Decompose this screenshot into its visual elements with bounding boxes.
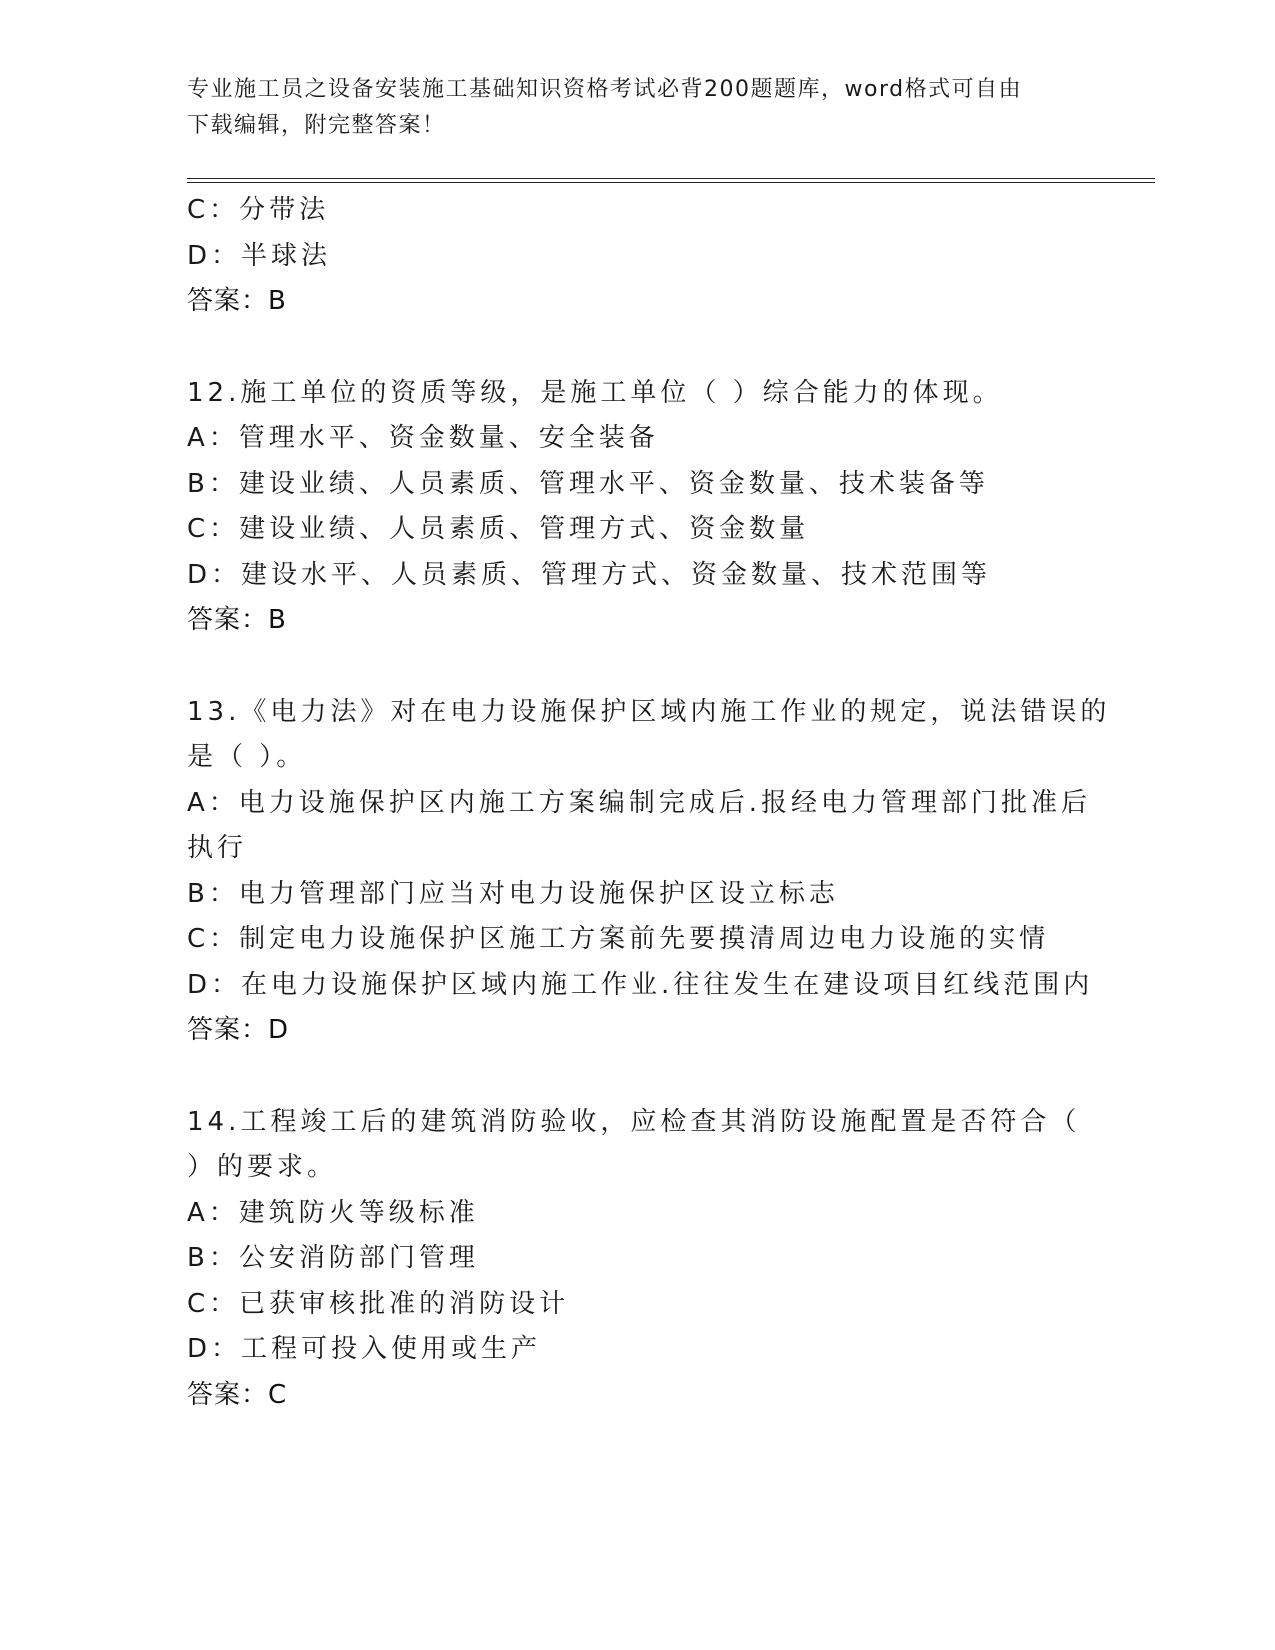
- q12-option-c: C：建设业绩、人员素质、管理方式、资金数量: [187, 514, 810, 544]
- prev-option-c: C：分带法: [187, 195, 330, 225]
- q12-answer: 答案：B: [187, 605, 287, 635]
- q14-stem-line-2: ）的要求。: [187, 1152, 338, 1182]
- q14-option-a: A：建筑防火等级标准: [187, 1197, 479, 1228]
- spacer: [187, 644, 1147, 690]
- header-line-1: 专业施工员之设备安装施工基础知识资格考试必背200题题库，word格式可自由: [187, 77, 1023, 102]
- q13-option-c: C：制定电力设施保护区施工方案前先要摸清周边电力设施的实情: [187, 924, 1050, 954]
- q12-option-d: D：建设水平、人员素质、管理方式、资金数量、技术范围等: [187, 559, 992, 590]
- question-content: [187, 188, 1147, 1418]
- prev-option-d: D：半球法: [187, 240, 332, 271]
- spacer: [187, 1054, 1147, 1100]
- q13-stem-line-2: 是（ ）。: [187, 742, 307, 772]
- q14-option-d: D：工程可投入使用或生产: [187, 1334, 542, 1364]
- q13-stem-line-1: 13.《电力法》对在电力设施保护区域内施工作业的规定，说法错误的: [187, 696, 1111, 727]
- q14-option-b: B：公安消防部门管理: [187, 1243, 479, 1273]
- spacer: [187, 325, 1147, 371]
- q13-option-b: B：电力管理部门应当对电力设施保护区设立标志: [187, 878, 839, 909]
- q13-option-d: D：在电力设施保护区域内施工作业.往往发生在建设项目红线范围内: [187, 969, 1094, 1000]
- q12-option-a: A：管理水平、资金数量、安全装备: [187, 423, 659, 453]
- q13-answer: 答案：D: [187, 1015, 290, 1045]
- document-header: [187, 72, 1087, 144]
- header-divider: [187, 178, 1155, 183]
- q13-option-a-line-2: 执行: [187, 833, 248, 863]
- q14-option-c: C：已获审核批准的消防设计: [187, 1288, 570, 1319]
- q13-option-a-line-1: A：电力设施保护区内施工方案编制完成后.报经电力管理部门批准后: [187, 787, 1092, 818]
- header-line-2: 下载编辑，附完整答案！: [187, 113, 446, 138]
- prev-answer: 答案：B: [187, 286, 287, 316]
- q14-stem-line-1: 14.工程竣工后的建筑消防验收，应检查其消防设施配置是否符合（: [187, 1106, 1081, 1137]
- q12-stem: 12.施工单位的资质等级，是施工单位（ ）综合能力的体现。: [187, 377, 1003, 408]
- q12-option-b: B：建设业绩、人员素质、管理水平、资金数量、技术装备等: [187, 468, 989, 499]
- q14-answer: 答案：C: [187, 1379, 288, 1410]
